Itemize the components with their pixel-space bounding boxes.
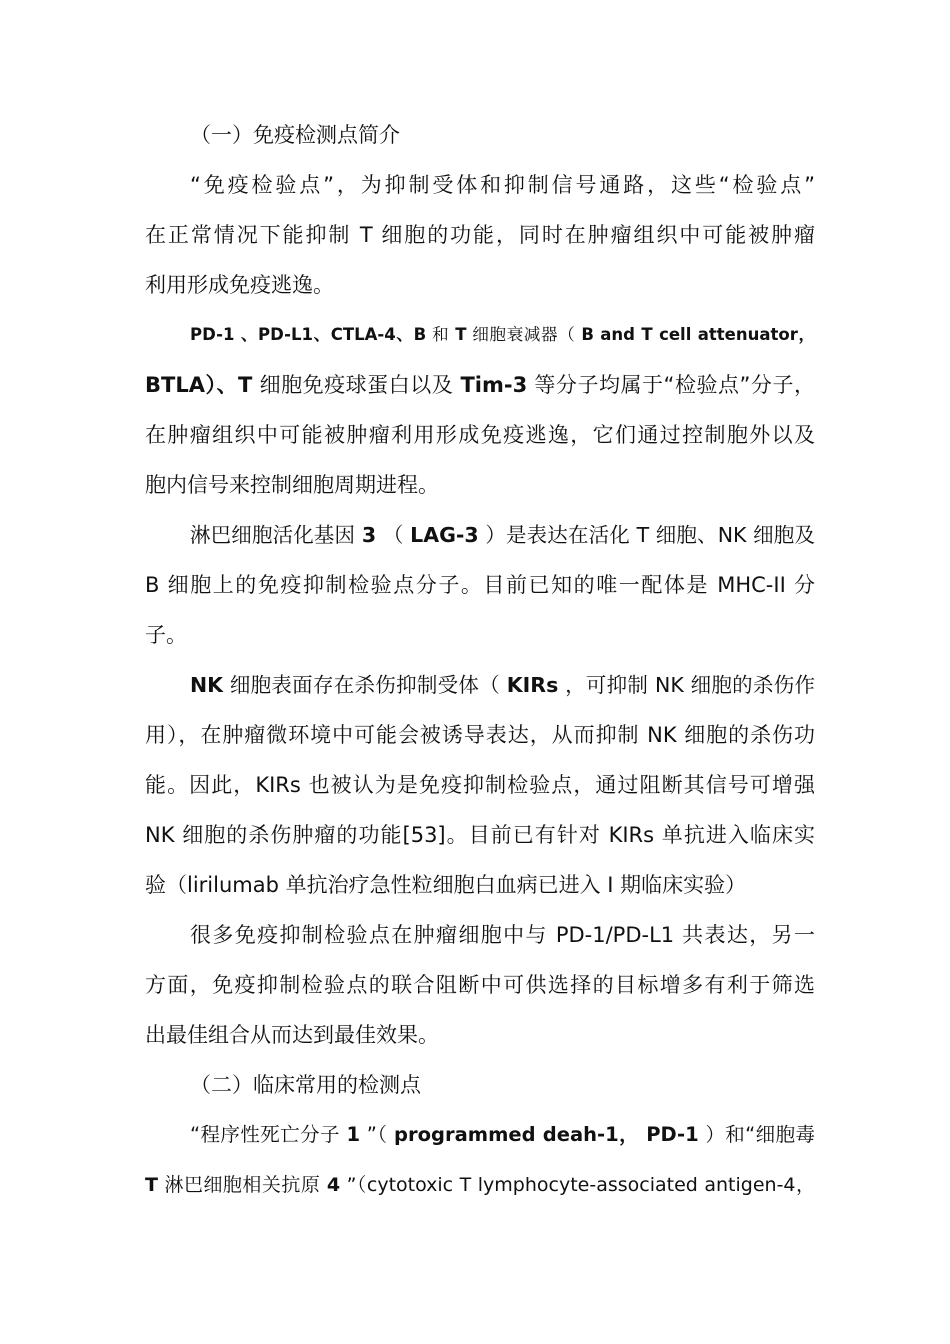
paragraph-line bbox=[190, 670, 815, 700]
text-segment: programmed deah-1， PD-1 bbox=[394, 1123, 699, 1146]
paragraph-line bbox=[145, 770, 815, 800]
text-segment: T bbox=[145, 1174, 158, 1196]
paragraph-line bbox=[190, 520, 815, 550]
text-segment: 方面，免疫抑制检验点的联合阻断中可供选择的目标增多有利于筛选 bbox=[145, 973, 815, 997]
paragraph-line bbox=[190, 170, 815, 200]
text-segment: 淋巴细胞活化基因 bbox=[190, 523, 362, 547]
paragraph-line bbox=[145, 1170, 815, 1200]
text-segment: 胞内信号来控制细胞周期进程。 bbox=[145, 473, 439, 497]
text-segment: 淋巴细胞相关抗原 bbox=[164, 1174, 327, 1196]
text-segment: （二）临床常用的检测点 bbox=[190, 1073, 421, 1097]
text-segment: 在正常情况下能抑制 T 细胞的功能，同时在肿瘤组织中可能被肿瘤 bbox=[145, 223, 815, 247]
text-segment: Tim-3 bbox=[460, 373, 528, 397]
paragraph-line bbox=[145, 370, 815, 400]
text-segment: 子。 bbox=[145, 623, 187, 647]
text-segment: 很多免疫抑制检验点在肿瘤细胞中与 PD-1/PD-L1 共表达，另一 bbox=[190, 923, 815, 947]
text-segment: ”（ bbox=[366, 1123, 388, 1146]
paragraph-line bbox=[145, 970, 815, 1000]
text-segment: 1 bbox=[346, 1123, 361, 1146]
paragraph-line bbox=[145, 470, 815, 500]
text-segment: 能。因此，KIRs 也被认为是免疫抑制检验点，通过阻断其信号可增强 bbox=[145, 773, 815, 797]
paragraph-line bbox=[190, 1120, 815, 1150]
paragraph-line bbox=[145, 820, 815, 850]
text-segment: B and T cell attenuator， bbox=[581, 325, 816, 344]
text-segment: LAG-3 bbox=[410, 523, 479, 547]
paragraph-line bbox=[145, 870, 815, 900]
text-segment: 利用形成免疫逃逸。 bbox=[145, 273, 334, 297]
text-segment: PD-1 、PD-L1、CTLA-4、B bbox=[190, 325, 427, 344]
section-heading-1 bbox=[190, 120, 815, 150]
text-segment: 3 bbox=[361, 523, 377, 547]
text-segment: “程序性死亡分子 bbox=[190, 1123, 347, 1146]
text-segment: ，可抑制 NK 细胞的杀伤作 bbox=[565, 673, 815, 697]
text-segment: 和 bbox=[432, 325, 456, 344]
text-segment: 等分子均属于“检验点”分子， bbox=[534, 373, 815, 397]
paragraph-line bbox=[145, 1020, 815, 1050]
paragraph-line bbox=[145, 620, 815, 650]
text-segment: 细胞免疫球蛋白以及 bbox=[259, 373, 461, 397]
text-segment: 细胞表面存在杀伤抑制受体（ bbox=[229, 673, 500, 697]
text-segment: （ bbox=[382, 523, 404, 547]
paragraph-line bbox=[190, 920, 815, 950]
text-segment: B 细胞上的免疫抑制检验点分子。目前已知的唯一配体是 MHC-II 分 bbox=[145, 573, 815, 597]
paragraph-line bbox=[145, 720, 815, 750]
section-heading-2 bbox=[190, 1070, 815, 1100]
text-segment: 出最佳组合从而达到最佳效果。 bbox=[145, 1023, 439, 1047]
text-segment: 用），在肿瘤微环境中可能会被诱导表达，从而抑制 NK 细胞的杀伤功 bbox=[145, 723, 815, 747]
paragraph-line bbox=[145, 420, 815, 450]
text-segment: NK bbox=[190, 673, 224, 697]
paragraph-line bbox=[190, 320, 815, 350]
text-segment: “免疫检验点”，为抑制受体和抑制信号通路，这些“检验点” bbox=[190, 173, 815, 197]
paragraph-line bbox=[145, 270, 815, 300]
paragraph-line bbox=[145, 570, 815, 600]
text-segment: NK 细胞的杀伤肿瘤的功能[53]。目前已有针对 KIRs 单抗进入临床实 bbox=[145, 823, 815, 847]
text-segment: 验（lirilumab 单抗治疗急性粒细胞白血病已进入 I 期临床实验） bbox=[145, 873, 747, 897]
text-segment: ”（cytotoxic T lymphocyte-associated antigen-4， bbox=[346, 1174, 815, 1196]
paragraph-line bbox=[145, 220, 815, 250]
text-segment: ）是表达在活化 T 细胞、NK 细胞及 bbox=[485, 523, 815, 547]
text-segment: 4 bbox=[326, 1174, 341, 1196]
text-segment: BTLA）、T bbox=[145, 373, 253, 397]
text-segment: ）和“细胞毒 bbox=[705, 1123, 816, 1146]
text-segment: （一）免疫检测点简介 bbox=[190, 123, 400, 147]
text-segment: 在肿瘤组织中可能被肿瘤利用形成免疫逃逸，它们通过控制胞外以及 bbox=[145, 423, 815, 447]
text-segment: T bbox=[455, 325, 467, 344]
text-segment: 细胞衰减器（ bbox=[472, 325, 576, 344]
text-segment: KIRs bbox=[506, 673, 559, 697]
